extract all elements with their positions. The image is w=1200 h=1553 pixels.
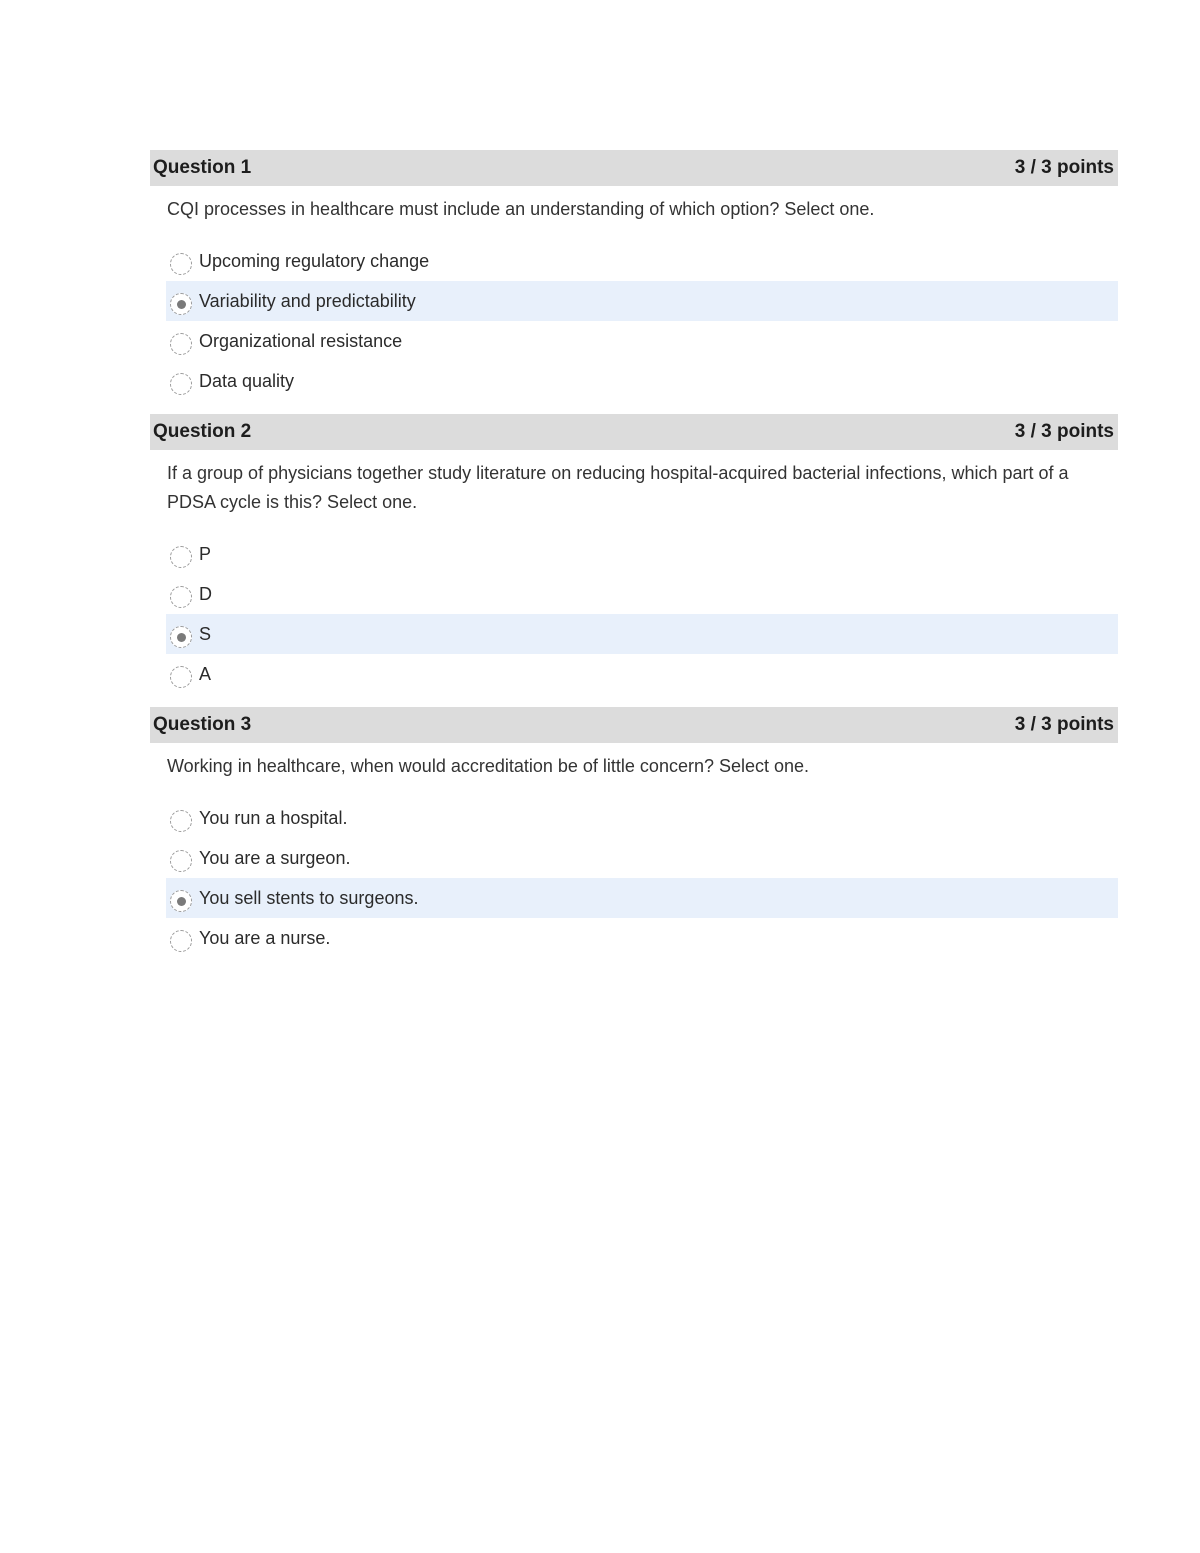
question-score: 3 / 3 points bbox=[1014, 157, 1114, 178]
answer-options bbox=[150, 241, 1118, 401]
radio-button-icon[interactable] bbox=[170, 293, 192, 315]
question-text: Working in healthcare, when would accreditation be of little concern? Select one. bbox=[167, 756, 810, 776]
answer-options bbox=[150, 798, 1118, 958]
radio-button-icon[interactable] bbox=[170, 253, 192, 275]
radio-button-icon[interactable] bbox=[170, 546, 192, 568]
answer-option[interactable] bbox=[166, 878, 1118, 918]
radio-button-icon[interactable] bbox=[170, 373, 192, 395]
answer-options bbox=[150, 534, 1118, 694]
question-title: Question 1 bbox=[153, 157, 252, 178]
answer-label: S bbox=[199, 623, 212, 644]
radio-button-icon[interactable] bbox=[170, 890, 192, 912]
answer-label: You are a nurse. bbox=[199, 927, 331, 948]
radio-button-icon[interactable] bbox=[170, 930, 192, 952]
question-score: 3 / 3 points bbox=[1014, 714, 1114, 735]
answer-label: Upcoming regulatory change bbox=[199, 250, 430, 271]
answer-label: Organizational resistance bbox=[199, 330, 403, 351]
answer-label: Variability and predictability bbox=[199, 290, 416, 311]
answer-option[interactable] bbox=[166, 534, 1118, 574]
radio-button-icon[interactable] bbox=[170, 586, 192, 608]
radio-button-icon[interactable] bbox=[170, 666, 192, 688]
question-text: CQI processes in healthcare must include an understanding of which option? Select one. bbox=[167, 199, 875, 219]
answer-label: D bbox=[199, 583, 212, 604]
answer-option[interactable] bbox=[166, 321, 1118, 361]
question-header bbox=[150, 150, 1118, 186]
quiz-results bbox=[150, 150, 1118, 958]
question-text: If a group of physicians together study literature on reducing hospital-acquired bacterial infections, which part of a PDSA cycle is this? Select one. bbox=[167, 463, 1069, 512]
answer-option[interactable] bbox=[166, 241, 1118, 281]
answer-option[interactable] bbox=[166, 281, 1118, 321]
answer-option[interactable] bbox=[166, 361, 1118, 401]
question-1 bbox=[150, 150, 1118, 401]
question-title: Question 2 bbox=[153, 421, 252, 442]
question-header bbox=[150, 707, 1118, 743]
radio-button-icon[interactable] bbox=[170, 810, 192, 832]
answer-option[interactable] bbox=[166, 798, 1118, 838]
question-title: Question 3 bbox=[153, 714, 252, 735]
answer-option[interactable] bbox=[166, 918, 1118, 958]
answer-label: You run a hospital. bbox=[199, 807, 348, 828]
answer-option[interactable] bbox=[166, 654, 1118, 694]
question-score: 3 / 3 points bbox=[1014, 421, 1114, 442]
question-header bbox=[150, 414, 1118, 450]
answer-option[interactable] bbox=[166, 614, 1118, 654]
answer-label: Data quality bbox=[199, 370, 295, 391]
question-3 bbox=[150, 707, 1118, 958]
question-2 bbox=[150, 414, 1118, 694]
answer-label: P bbox=[199, 543, 212, 564]
answer-option[interactable] bbox=[166, 574, 1118, 614]
answer-label: You are a surgeon. bbox=[199, 847, 351, 868]
radio-button-icon[interactable] bbox=[170, 850, 192, 872]
answer-label: You sell stents to surgeons. bbox=[199, 887, 419, 908]
radio-button-icon[interactable] bbox=[170, 333, 192, 355]
answer-label: A bbox=[199, 663, 212, 684]
radio-button-icon[interactable] bbox=[170, 626, 192, 648]
answer-option[interactable] bbox=[166, 838, 1118, 878]
